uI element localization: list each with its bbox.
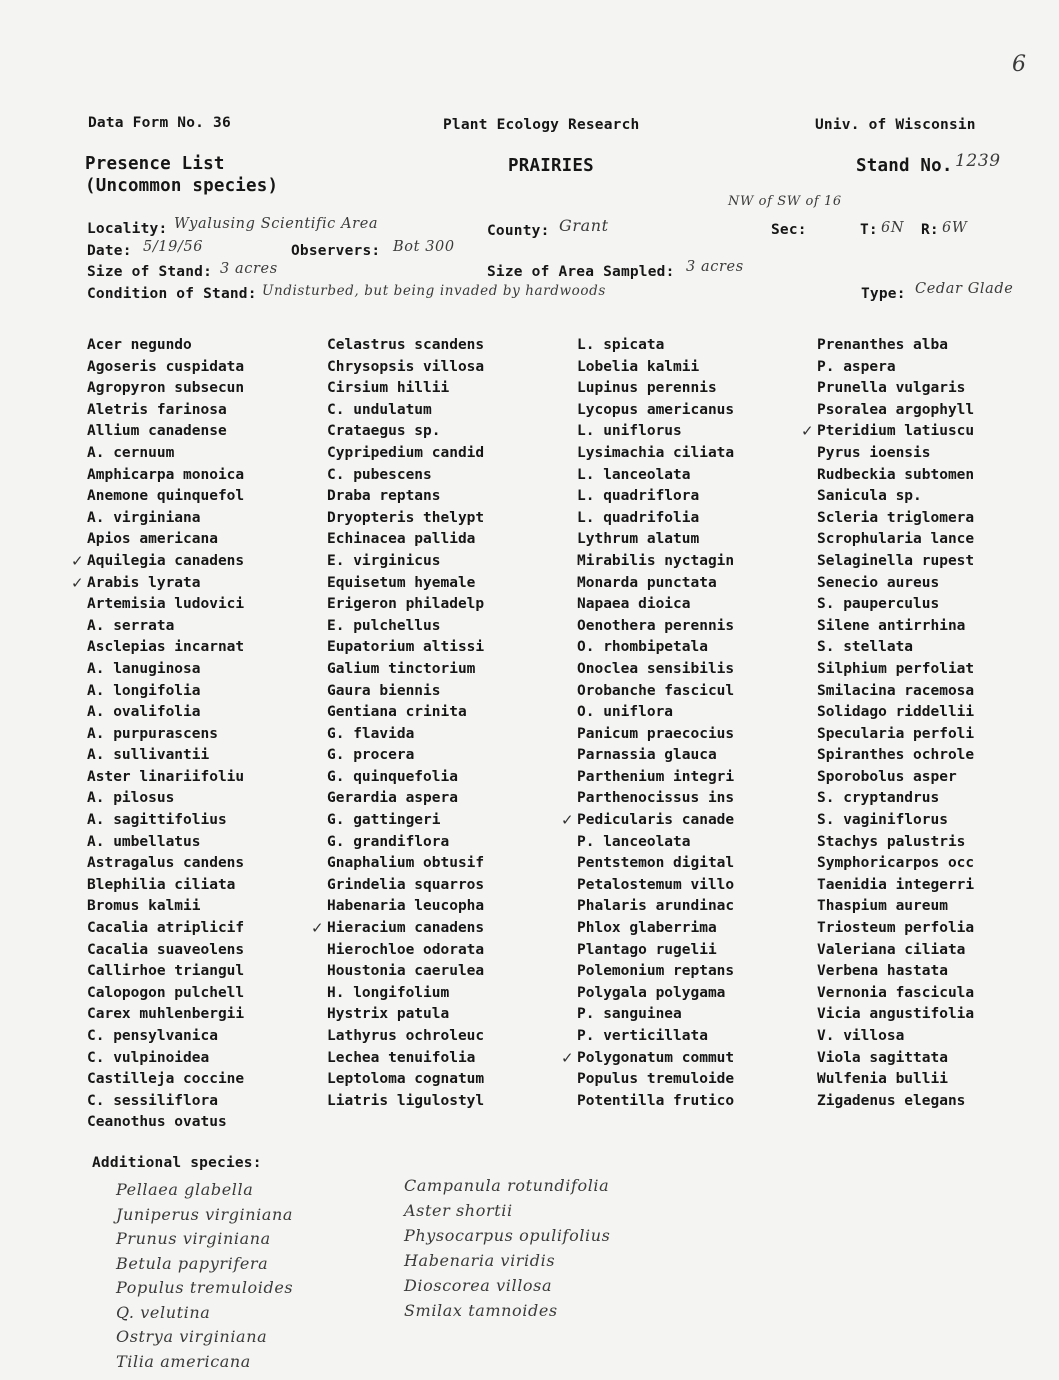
species-item: ✓ Aquilegia canadens (87, 551, 244, 573)
additional-species-item: Tilia americana (116, 1351, 251, 1371)
species-item: O. uniflora (577, 704, 674, 721)
species-item: Rudbeckia subtomen (817, 466, 975, 483)
species-item: A. lanuginosa (87, 660, 201, 677)
species-item: Scleria triglomera (817, 509, 975, 526)
species-item: Oenothera perennis (577, 617, 735, 634)
species-item: A. virginiana (87, 509, 201, 526)
species-item: Sanicula sp. (817, 488, 922, 505)
date-value: 5/19/56 (143, 239, 204, 255)
species-item: Vicia angustifolia (817, 1006, 975, 1023)
species-item: Galium tinctorium (327, 660, 476, 677)
species-item: O. rhombipetala (577, 639, 708, 656)
species-item: ✓ Pteridium latiuscu (817, 421, 974, 443)
species-item: A. longifolia (87, 682, 201, 699)
locality-label: Locality: (87, 221, 168, 237)
check-mark-icon: ✓ (801, 422, 814, 441)
type-value: Cedar Glade (915, 281, 1014, 297)
species-item: ✓ Polygonatum commut (577, 1048, 734, 1070)
additional-species-item: Physocarpus opulifolius (404, 1226, 611, 1245)
species-item: Liatris ligulostyl (327, 1092, 485, 1109)
species-item: E. virginicus (327, 552, 441, 569)
species-item: A. ovalifolia (87, 704, 201, 721)
species-item: Polygala polygama (577, 984, 726, 1001)
species-item: Acer negundo (87, 337, 192, 353)
species-item: Dryopteris thelypt (327, 509, 485, 526)
species-item: Erigeron philadelp (327, 596, 485, 613)
species-item: Hierochloe odorata (327, 941, 485, 958)
check-mark-icon: ✓ (71, 573, 84, 592)
species-item: Carex muhlenbergii (87, 1006, 245, 1023)
date-label: Date: (87, 243, 132, 259)
check-mark-icon: ✓ (71, 551, 84, 570)
section-note: NW of SW of 16 (728, 194, 842, 209)
species-item: Solidago riddellii (817, 704, 975, 721)
county-value: Grant (559, 216, 609, 235)
species-item: Selaginella rupest (817, 552, 975, 569)
species-item: Allium canadense (87, 423, 227, 440)
list-subtitle: (Uncommon species) (85, 176, 279, 196)
species-item: Petalostemum villo (577, 876, 735, 893)
species-item: A. pilosus (87, 790, 175, 807)
species-item: Prenanthes alba (817, 337, 948, 353)
stand-number-label: Stand No. (856, 156, 953, 176)
species-item: Vernonia fascicula (817, 984, 975, 1001)
species-item: Wulfenia bullii (817, 1071, 948, 1088)
species-column-4 (801, 335, 975, 1112)
species-item: Verbena hastata (817, 963, 948, 980)
species-item: C. sessiliflora (87, 1092, 218, 1109)
range-label: R: (921, 222, 939, 238)
additional-species-item: Q. velutina (116, 1302, 211, 1322)
species-item: A. purpurascens (87, 725, 218, 742)
species-item: L. uniflorus (577, 423, 682, 440)
species-item: Grindelia squarros (327, 876, 485, 893)
species-item: ✓ Hieracium canadens (327, 918, 484, 940)
species-item: L. spicata (577, 337, 665, 353)
species-item: Lupinus perennis (577, 380, 717, 397)
institution-center: Plant Ecology Research (443, 117, 640, 133)
check-mark-icon: ✓ (311, 919, 324, 938)
species-item: Asclepias incarnat (87, 639, 245, 656)
species-item: Calopogon pulchell (87, 984, 245, 1001)
species-item: Triosteum perfolia (817, 920, 975, 937)
species-item: Lysimachia ciliata (577, 444, 735, 461)
township-label: T: (860, 222, 878, 238)
check-mark-icon: ✓ (561, 1048, 574, 1067)
species-item: P. verticillata (577, 1028, 708, 1044)
species-item: Aster linariifoliu (87, 768, 245, 785)
species-item: Equisetum hyemale (327, 574, 476, 591)
species-item: Cacalia suaveolens (87, 941, 245, 958)
species-item: V. villosa (817, 1028, 905, 1044)
species-item: Stachys palustris (817, 833, 966, 850)
species-item: Polemonium reptans (577, 963, 735, 980)
species-item: Populus tremuloide (577, 1071, 735, 1088)
species-item: Onoclea sensibilis (577, 660, 735, 677)
additional-species-item: Pellaea glabella (116, 1180, 254, 1199)
species-item: P. sanguinea (577, 1006, 682, 1023)
locality-value: Wyalusing Scientific Area (174, 216, 379, 232)
species-item: Lycopus americanus (577, 401, 735, 418)
species-item: Symphoricarpos occ (817, 855, 975, 872)
species-item: C. undulatum (327, 401, 432, 418)
species-item: Castilleja coccine (87, 1071, 245, 1088)
additional-species-left (116, 1178, 293, 1374)
condition-value: Undisturbed, but being invaded by hardwoods (262, 283, 606, 299)
species-item: G. grandiflora (327, 833, 450, 850)
species-item: Apios americana (87, 531, 218, 548)
species-item: A. sagittifolius (87, 812, 227, 829)
species-item: Senecio aureus (817, 574, 940, 591)
species-item: Plantago rugelii (577, 941, 717, 958)
species-item: Pentstemon digital (577, 855, 735, 872)
species-item: G. procera (327, 747, 415, 764)
stand-number-value: 1239 (955, 151, 1001, 171)
category-title: PRAIRIES (508, 156, 594, 176)
species-item: Psoralea argophyll (817, 401, 975, 418)
stand-size-label: Size of Stand: (87, 264, 213, 280)
corner-page-mark: 6 (1012, 52, 1027, 77)
species-item: A. serrata (87, 617, 175, 634)
species-item: Orobanche fascicul (577, 682, 735, 699)
additional-species-item: Smilax tamnoides (404, 1301, 558, 1320)
species-item: L. quadriflora (577, 488, 700, 505)
area-sampled-value: 3 acres (686, 259, 744, 275)
university-name: Univ. of Wisconsin (815, 117, 976, 133)
species-item: Habenaria leucopha (327, 898, 485, 915)
species-item: Valeriana ciliata (817, 941, 966, 958)
species-column-3 (561, 335, 735, 1112)
species-item: ✓ Pedicularis canade (577, 810, 734, 832)
species-item: Specularia perfoli (817, 725, 975, 742)
species-item: Aletris farinosa (87, 401, 227, 418)
species-item: Anemone quinquefol (87, 488, 245, 505)
species-item: G. gattingeri (327, 812, 441, 829)
additional-species-item: Dioscorea villosa (404, 1276, 553, 1295)
observers-label: Observers: (291, 243, 381, 259)
species-item: Cacalia atriplicif (87, 920, 245, 937)
species-item: S. stellata (817, 639, 914, 656)
species-item: Pyrus ioensis (817, 444, 931, 461)
species-item: Cirsium hillii (327, 380, 450, 397)
species-item: P. aspera (817, 358, 896, 375)
species-item: Lythrum alatum (577, 531, 700, 548)
species-item: Houstonia caerulea (327, 963, 485, 980)
species-item: Smilacina racemosa (817, 682, 975, 699)
additional-species-right (404, 1173, 610, 1323)
species-item: Lathyrus ochroleuc (327, 1028, 485, 1044)
area-sampled-label: Size of Area Sampled: (487, 264, 675, 280)
check-mark-icon: ✓ (561, 811, 574, 830)
species-item: Gaura biennis (327, 682, 441, 699)
species-item: Cypripedium candid (327, 444, 485, 461)
species-item: Lechea tenuifolia (327, 1049, 476, 1066)
observers-value: Bot 300 (393, 239, 455, 255)
additional-species-item: Betula papyrifera (116, 1253, 269, 1273)
species-item: G. quinquefolia (327, 768, 458, 785)
species-item: Bromus kalmii (87, 898, 201, 915)
species-item: Monarda punctata (577, 574, 717, 591)
additional-species-item: Campanula rotundifolia (404, 1176, 610, 1195)
species-item: Eupatorium altissi (327, 639, 485, 656)
species-item: E. pulchellus (327, 617, 441, 634)
species-item: Echinacea pallida (327, 531, 476, 548)
additional-species-item: Populus tremuloides (116, 1278, 294, 1297)
species-item: Callirhoe triangul (87, 963, 245, 980)
species-item: Agropyron subsecun (87, 380, 245, 397)
species-item: Parthenium integri (577, 768, 735, 785)
species-item: Gentiana crinita (327, 704, 467, 721)
additional-species-item: Ostrya virginiana (116, 1327, 268, 1346)
species-item: C. pensylvanica (87, 1028, 218, 1044)
species-item: H. longifolium (327, 984, 450, 1001)
species-item: Hystrix patula (327, 1006, 450, 1023)
species-item: Draba reptans (327, 488, 441, 505)
additional-species-item: Aster shortii (404, 1201, 513, 1220)
species-item: Crataegus sp. (327, 423, 441, 440)
species-item: A. cernuum (87, 444, 175, 461)
additional-species-item: Juniperus virginiana (116, 1204, 294, 1224)
county-label: County: (487, 223, 550, 239)
stand-size-value: 3 acres (220, 261, 278, 277)
species-item: Viola sagittata (817, 1049, 948, 1066)
species-item: L. lanceolata (577, 466, 691, 483)
type-label: Type: (861, 286, 906, 302)
species-item: Leptoloma cognatum (327, 1071, 485, 1088)
species-item: Silphium perfoliat (817, 660, 975, 677)
additional-species-item: Habenaria viridis (404, 1251, 556, 1270)
species-column-1 (71, 335, 245, 1134)
species-item: Celastrus scandens (327, 337, 485, 353)
species-item: Thaspium aureum (817, 898, 948, 915)
species-item: Prunella vulgaris (817, 380, 966, 397)
species-column-2 (311, 335, 485, 1112)
species-item: Astragalus candens (87, 855, 245, 872)
species-item: Silene antirrhina (817, 617, 966, 634)
species-item: P. lanceolata (577, 833, 691, 850)
species-item: Scrophularia lance (817, 531, 975, 548)
species-item: Phlox glaberrima (577, 920, 717, 937)
condition-label: Condition of Stand: (87, 286, 257, 302)
species-item: Blephilia ciliata (87, 876, 236, 893)
species-item: Sporobolus asper (817, 768, 957, 785)
species-item: Zigadenus elegans (817, 1092, 966, 1109)
species-item: Mirabilis nyctagin (577, 552, 735, 569)
species-item: A. sullivantii (87, 747, 210, 764)
list-title: Presence List (85, 154, 225, 174)
species-item: C. vulpinoidea (87, 1049, 210, 1066)
species-item: C. pubescens (327, 466, 432, 483)
form-number: Data Form No. 36 (88, 115, 231, 131)
species-item: Ceanothus ovatus (87, 1114, 227, 1131)
species-item: Parthenocissus ins (577, 790, 735, 807)
species-item: Chrysopsis villosa (327, 358, 485, 375)
species-item: Lobelia kalmii (577, 358, 700, 375)
species-item: ✓ Arabis lyrata (87, 573, 244, 595)
section-label: Sec: (771, 222, 807, 238)
additional-species-item: Prunus virginiana (116, 1229, 271, 1248)
species-item: Potentilla frutico (577, 1092, 735, 1109)
species-item: Panicum praecocius (577, 725, 735, 742)
species-item: Parnassia glauca (577, 747, 717, 764)
species-item: Taenidia integerri (817, 876, 975, 893)
species-item: Amphicarpa monoica (87, 466, 245, 483)
species-item: S. vaginiflorus (817, 812, 948, 829)
species-item: Gerardia aspera (327, 790, 458, 807)
species-item: A. umbellatus (87, 833, 201, 850)
species-item: Phalaris arundinac (577, 898, 735, 915)
species-item: Agoseris cuspidata (87, 358, 245, 375)
species-item: Gnaphalium obtusif (327, 855, 485, 872)
township-value: 6N (881, 220, 905, 236)
species-item: G. flavida (327, 725, 415, 742)
range-value: 6W (942, 220, 968, 236)
species-item: S. pauperculus (817, 596, 940, 613)
species-item: S. cryptandrus (817, 790, 940, 807)
species-item: L. quadrifolia (577, 509, 700, 526)
species-item: Spiranthes ochrole (817, 747, 975, 764)
additional-species-label: Additional species: (92, 1155, 262, 1171)
species-item: Napaea dioica (577, 596, 691, 613)
species-item: Artemisia ludovici (87, 596, 245, 613)
